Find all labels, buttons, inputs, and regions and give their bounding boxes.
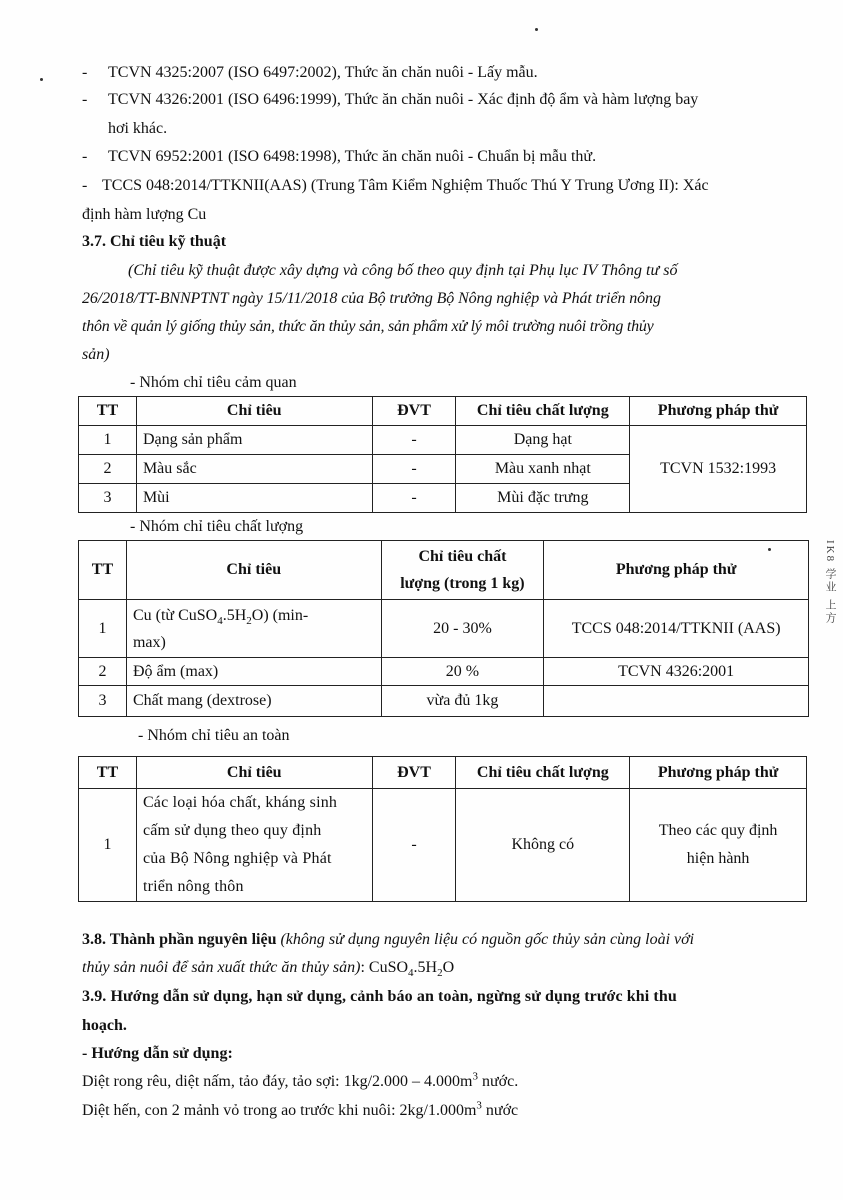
- scan-speck: [40, 78, 43, 81]
- col-header-unit: ĐVT: [372, 757, 456, 789]
- col-header-criterion: Chỉ tiêu: [136, 397, 372, 426]
- table-3-caption: - Nhóm chỉ tiêu an toàn: [138, 727, 290, 744]
- bullet-dash: -: [82, 148, 88, 165]
- col-header-method: Phương pháp thử: [630, 757, 807, 789]
- col-header-method: Phương pháp thử: [630, 397, 807, 426]
- scan-speck: [535, 28, 538, 31]
- margin-stamp-text: IK8 学业 上方: [824, 540, 836, 625]
- section-3-8-line-1: 3.8. Thành phần nguyên liệu (không sử dụng nguyên liệu có nguồn gốc thủy sản cùng loài với: [82, 931, 695, 948]
- ref-line-2-cont: hơi khác.: [108, 120, 168, 137]
- col-header-method: Phương pháp thử: [544, 541, 809, 600]
- col-header-quality: Chỉ tiêu chất lượng: [456, 397, 630, 426]
- table-1-caption: - Nhóm chỉ tiêu cảm quan: [130, 374, 297, 391]
- col-header-tt: TT: [79, 757, 137, 789]
- ref-line-1: - TCVN 4325:2007 (ISO 6497:2002), Thức ăn chăn nuôi - Lấy mẫu.: [82, 64, 538, 81]
- ref-line-4-cont: định hàm lượng Cu: [82, 206, 207, 223]
- table-row: 1 Dạng sản phẩm - Dạng hạt TCVN 1532:1993: [79, 426, 807, 455]
- section-3-9-heading: 3.9. Hướng dẫn sử dụng, hạn sử dụng, cảnh báo an toàn, ngừng sử dụng trước khi thu: [82, 988, 677, 1005]
- ref-line-4: - TCCS 048:2014/TTKNII(AAS) (Trung Tâm Kiểm Nghiệm Thuốc Thú Y Trung Ương II): Xác: [82, 177, 709, 194]
- table-row: 1 Các loại hóa chất, kháng sinh cấm sử dụng theo quy định của Bộ Nông nghiệp và Phát triển nông thôn - Không có Theo các quy định hiện hành: [79, 789, 807, 902]
- bullet-dash: -: [82, 177, 88, 194]
- section-3-7-note-4: sản): [82, 346, 110, 363]
- table-row: 2 Độ ẩm (max) 20 % TCVN 4326:2001: [79, 658, 809, 686]
- method-cell: TCVN 1532:1993: [630, 426, 807, 513]
- table-2-caption: - Nhóm chỉ tiêu chất lượng: [130, 518, 304, 535]
- bullet-dash: -: [82, 64, 88, 81]
- usage-subheading: - Hướng dẫn sử dụng:: [82, 1045, 233, 1062]
- scan-speck: [768, 548, 771, 551]
- table-row: 1 Cu (từ $CuSO_4.5H_2O$) (min- max) 20 - 30% TCCS 048:2014/TTKNII (AAS): [79, 600, 809, 658]
- quality-table: [78, 540, 809, 717]
- table-row: 3 Chất mang (dextrose) vừa đủ 1kg: [79, 686, 809, 717]
- section-3-7-heading: 3.7. Chỉ tiêu kỹ thuật: [82, 233, 227, 250]
- section-3-9-heading-cont: hoạch.: [82, 1017, 127, 1034]
- col-header-criterion: Chỉ tiêu: [136, 757, 372, 789]
- section-3-7-note-1: (Chỉ tiêu kỹ thuật được xây dựng và công bố theo quy định tại Phụ lục IV Thông tư số: [128, 262, 678, 279]
- col-header-quality: Chỉ tiêu chất lượng: [456, 757, 630, 789]
- col-header-tt: TT: [79, 397, 137, 426]
- table-header-row: [79, 757, 807, 789]
- usage-line-2: Diệt hến, con 2 mảnh vỏ trong ao trước khi nuôi: $2kg/1.000m^3$ nước: [82, 1099, 519, 1119]
- section-3-7-note-3: thôn về quản lý giống thủy sản, thức ăn thủy sản, sản phẩm xử lý môi trường nuôi trồng thủy: [82, 318, 654, 335]
- table-header-row: [79, 541, 809, 600]
- table-header-row: [79, 397, 807, 426]
- section-3-8-heading: 3.8. Thành phần nguyên liệu: [82, 931, 277, 948]
- col-header-tt: TT: [79, 541, 127, 600]
- bullet-dash: -: [82, 91, 88, 108]
- col-header-criterion: Chỉ tiêu: [126, 541, 381, 600]
- table-row: 3 Mùi - Mùi đặc trưng: [79, 484, 807, 513]
- table-row: 2 Màu sắc - Màu xanh nhạt: [79, 455, 807, 484]
- section-3-8-line-2: thủy sản nuôi để sản xuất thức ăn thủy sản): $CuSO_4.5H_2O$: [82, 959, 455, 980]
- sensory-table: [78, 396, 807, 513]
- section-3-7-note-2: 26/2018/TT-BNNPTNT ngày 15/11/2018 của Bộ trưởng Bộ Nông nghiệp và Phát triển nông: [82, 290, 661, 307]
- ref-line-3: - TCVN 6952:2001 (ISO 6498:1998), Thức ăn chăn nuôi - Chuẩn bị mẫu thử.: [82, 148, 597, 165]
- col-header-unit: ĐVT: [372, 397, 456, 426]
- col-header-quality: Chỉ tiêu chất lượng (trong 1 kg): [381, 541, 544, 600]
- ref-line-2: - TCVN 4326:2001 (ISO 6496:1999), Thức ăn chăn nuôi - Xác định độ ẩm và hàm lượng bay: [82, 91, 699, 108]
- safety-table: [78, 756, 807, 902]
- usage-line-1: Diệt rong rêu, diệt nấm, tảo đáy, tảo sợi: $1kg/2.000 - 4.000m^3$ nước.: [82, 1070, 519, 1090]
